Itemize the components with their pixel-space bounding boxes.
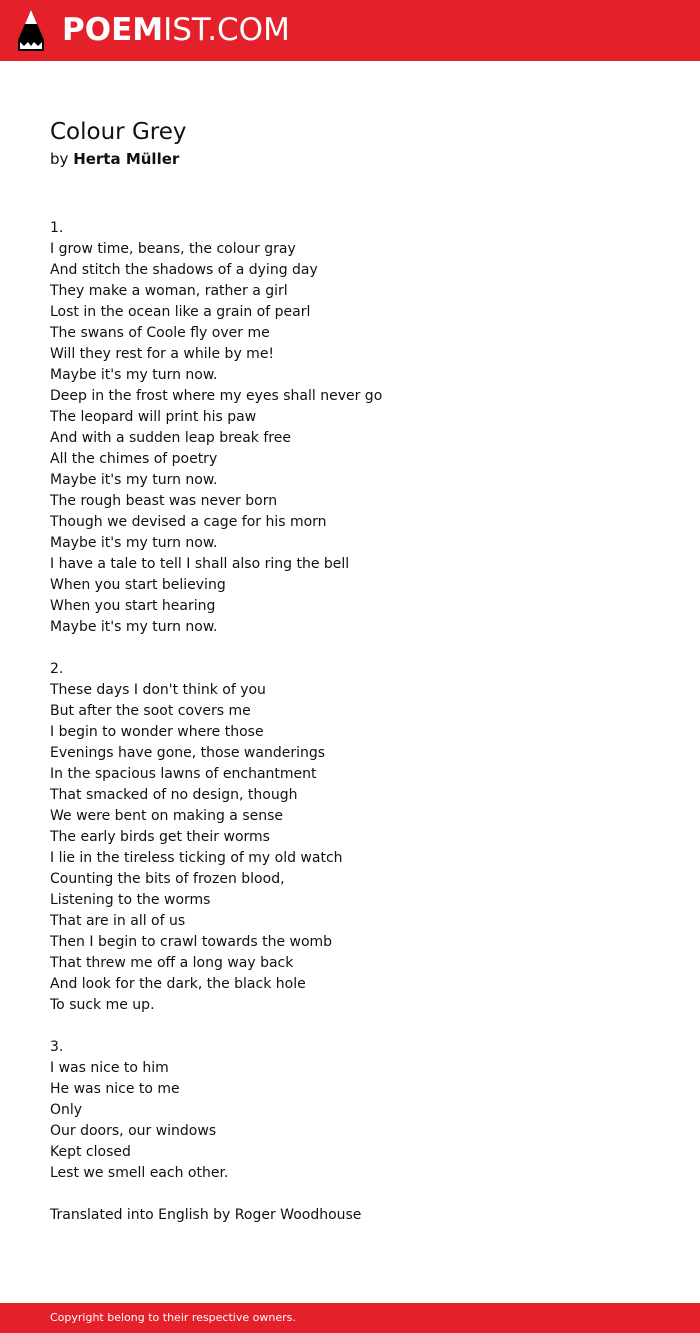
poem-line: But after the soot covers me (50, 703, 251, 719)
site-header (0, 0, 700, 61)
poem-line: Our doors, our windows (50, 1123, 217, 1139)
poem-line: When you start hearing (50, 598, 216, 614)
poem-line: Though we devised a cage for his morn (50, 514, 327, 530)
author-name: Herta Müller (73, 150, 180, 168)
site-footer (0, 1303, 700, 1333)
poem-line: I begin to wonder where those (50, 724, 264, 740)
poem-line: Listening to the worms (50, 892, 211, 908)
stanza-gap (50, 1016, 670, 1037)
poem-title: Colour Grey (50, 119, 187, 145)
site-name-light: IST.COM (163, 12, 290, 48)
poem-line: 2. (50, 661, 64, 677)
poem-line: The early birds get their worms (50, 829, 270, 845)
poem-line: Maybe it's my turn now. (50, 367, 218, 383)
poem-line: That smacked of no design, though (50, 787, 298, 803)
poem-line: The rough beast was never born (50, 493, 278, 509)
site-logo[interactable] (62, 12, 290, 49)
poem-line: Maybe it's my turn now. (50, 472, 218, 488)
poem-line: Lost in the ocean like a grain of pearl (50, 304, 311, 320)
poem-line: And stitch the shadows of a dying day (50, 262, 318, 278)
poem-line: Translated into English by Roger Woodhouse (50, 1207, 362, 1223)
poem-line: I lie in the tireless ticking of my old watch (50, 850, 343, 866)
poem-line: That threw me off a long way back (50, 955, 294, 971)
poem-line: And with a sudden leap break free (50, 430, 291, 446)
byline (50, 149, 179, 169)
poem-line: Lest we smell each other. (50, 1165, 229, 1181)
site-name-bold: POEM (62, 12, 164, 48)
poem-line: Deep in the frost where my eyes shall never go (50, 388, 383, 404)
poem-line: 3. (50, 1039, 64, 1055)
poem-line: Kept closed (50, 1144, 131, 1160)
poem-line: The swans of Coole fly over me (50, 325, 270, 341)
copyright-text: Copyright belong to their respective owners. (50, 1311, 296, 1324)
poem-line: Then I begin to crawl towards the womb (50, 934, 333, 950)
stanza-gap (50, 638, 670, 659)
poem-line: These days I don't think of you (50, 682, 266, 698)
poem-line: He was nice to me (50, 1081, 180, 1097)
poem-line: I have a tale to tell I shall also ring the bell (50, 556, 350, 572)
poem-line: All the chimes of poetry (50, 451, 218, 467)
stanza-gap (50, 1184, 670, 1205)
poem-line: That are in all of us (50, 913, 186, 929)
poem-line: I grow time, beans, the colour gray (50, 241, 296, 257)
poem-line: I was nice to him (50, 1060, 169, 1076)
pencil-icon[interactable] (18, 10, 44, 51)
by-label: by (50, 150, 69, 168)
poem-line: Will they rest for a while by me! (50, 346, 275, 362)
poem-line: The leopard will print his paw (50, 409, 257, 425)
poem-line: We were bent on making a sense (50, 808, 284, 824)
poem-line: And look for the dark, the black hole (50, 976, 306, 992)
poem-line: Maybe it's my turn now. (50, 535, 218, 551)
poem-line: Evenings have gone, those wanderings (50, 745, 326, 761)
poem-line: Only (50, 1102, 83, 1118)
poem-line: 1. (50, 220, 64, 236)
poem-body (50, 218, 670, 1226)
poem-line: To suck me up. (50, 997, 155, 1013)
poem-line: In the spacious lawns of enchantment (50, 766, 317, 782)
poem-line: Maybe it's my turn now. (50, 619, 218, 635)
poem-line: When you start believing (50, 577, 226, 593)
poem-line: They make a woman, rather a girl (50, 283, 288, 299)
poem-line: Counting the bits of frozen blood, (50, 871, 285, 887)
